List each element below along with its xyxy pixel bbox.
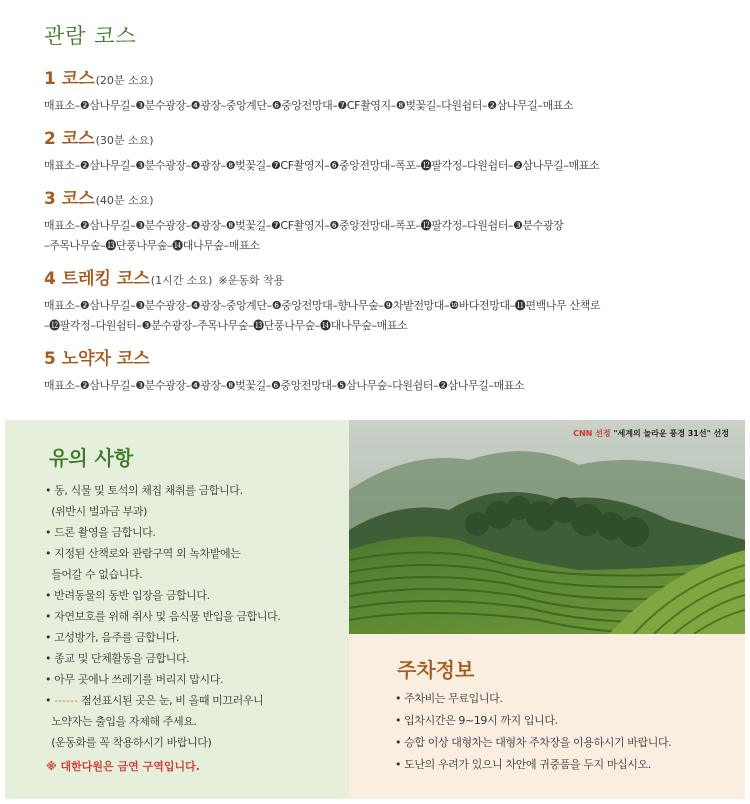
- course-name: 5 노약자 코스: [44, 349, 150, 369]
- course-3: [44, 184, 563, 256]
- notice-item: (운동화를 꼭 착용하시기 바랍니다): [45, 736, 212, 749]
- parking-panel: [349, 634, 745, 799]
- course-4: [44, 264, 600, 336]
- course-route: [44, 376, 524, 396]
- notice-item: 들어갈 수 없습니다.: [45, 568, 143, 581]
- route-line: 매표소–❷삼나무길–❸분수광장–❹광장–❽벚꽃길–❼CF촬영지–❻중앙전망대–폭포–⓬팔각정–다원쉼터–❷삼나무길–매표소: [44, 159, 600, 172]
- course-route: [44, 96, 573, 116]
- parking-item: • 주차비는 무료입니다.: [395, 692, 503, 705]
- notice-item: • 드론 촬영을 금합니다.: [45, 526, 156, 539]
- course-head: [44, 184, 563, 209]
- course-head: [44, 344, 524, 369]
- notice-item: (위반시 벌과금 부과): [45, 505, 147, 518]
- notice-item: 노약자는 출입을 자제해 주세요.: [45, 715, 197, 728]
- notice-item: • 동, 식물 및 토석의 채집 채취를 금합니다.: [45, 484, 243, 497]
- tea-field-illustration: [349, 420, 745, 634]
- cnn-caption-text: "세계의 놀라운 풍경 31선" 선정: [610, 429, 729, 438]
- course-duration: (30분 소요): [95, 134, 154, 147]
- notice-item-text: 점선표시된 곳은 눈, 비 올때 미끄러우니: [78, 694, 264, 707]
- tea-field-photo: [349, 420, 745, 634]
- course-route: [44, 156, 599, 176]
- cnn-caption: [573, 428, 729, 439]
- course-5: [44, 344, 524, 396]
- course-2: [44, 124, 599, 176]
- course-head: [44, 64, 573, 89]
- dashed-line-legend: ------: [54, 694, 79, 707]
- notice-item: • 자연보호를 위해 취사 및 음식물 반입을 금합니다.: [45, 610, 281, 623]
- notice-list: [45, 480, 280, 753]
- route-line: –⓬팔각정–다원쉼터–❸분수광장–주목나무숲–⓭단풍나무숲–⓮대나무숲–매표소: [44, 319, 408, 332]
- notice-title: 유의 사항: [49, 446, 134, 470]
- course-head: [44, 124, 599, 149]
- course-head: [44, 264, 600, 289]
- route-line: 매표소–❷삼나무길–❸분수광장–❹광장–중앙계단–❻중앙전망대–❼CF촬영지–❽벚꽃길–다원쉼터–❷삼나무길–매표소: [44, 99, 574, 112]
- course-route: [44, 296, 600, 336]
- route-line: –주목나무숲–⓭단풍나무숲–⓮대나무숲–매표소: [44, 239, 260, 252]
- course-name: 4 트레킹 코스: [44, 269, 150, 289]
- parking-item: • 도난의 우려가 있으니 차안에 귀중품을 두지 마십시오.: [395, 758, 651, 771]
- notice-panel: [5, 420, 349, 799]
- notice-item: • 지정된 산책로와 관람구역 외 녹차밭에는: [45, 547, 241, 560]
- course-duration: (20분 소요): [95, 74, 154, 87]
- parking-title: 주차정보: [397, 658, 475, 682]
- course-name: 1 코스: [44, 69, 95, 89]
- bullet: •: [45, 694, 55, 707]
- notice-item: • 반려동물의 동반 입장을 금합니다.: [45, 589, 210, 602]
- notice-item: • 종교 및 단체활동을 금합니다.: [45, 652, 190, 665]
- cnn-caption-source: CNN 선정: [573, 429, 611, 438]
- course-name: 2 코스: [44, 129, 95, 149]
- parking-item: • 승합 이상 대형차는 대형차 주차장을 이용하시기 바랍니다.: [395, 736, 672, 749]
- course-note: ※운동화 착용: [218, 274, 285, 287]
- route-line: 매표소–❷삼나무길–❸분수광장–❹광장–❽벚꽃길–❼CF촬영지–❻중앙전망대–폭포–⓬팔각정–다원쉼터–❸분수광장: [44, 219, 564, 232]
- no-smoking-warning: ※ 대한다원은 금연 구역입니다.: [46, 760, 200, 773]
- course-1: [44, 64, 573, 116]
- course-duration: (1시간 소요): [150, 274, 213, 287]
- course-route: [44, 216, 563, 256]
- notice-item-dashed: [45, 690, 280, 711]
- courses-title: 관람 코스: [44, 24, 137, 48]
- notice-item: • 고성방가, 음주를 금합니다.: [45, 631, 180, 644]
- route-line: 매표소–❷삼나무길–❸분수광장–❹광장–중앙계단–❻중앙전망대–향나무숲–❾차밭전망대–❿바다전망대–⓫편백나무 산책로: [44, 299, 601, 312]
- parking-item: • 입차시간은 9~19시 까지 입니다.: [395, 714, 558, 727]
- notice-item: • 아무 곳에나 쓰레기를 버리지 맙시다.: [45, 673, 224, 686]
- course-duration: (40분 소요): [95, 194, 154, 207]
- course-name: 3 코스: [44, 189, 95, 209]
- parking-list: [395, 688, 671, 776]
- route-line: 매표소–❷삼나무길–❸분수광장–❹광장–❽벚꽃길–❻중앙전망대–❺삼나무숲–다원쉼터–❷삼나무길–매표소: [44, 379, 525, 392]
